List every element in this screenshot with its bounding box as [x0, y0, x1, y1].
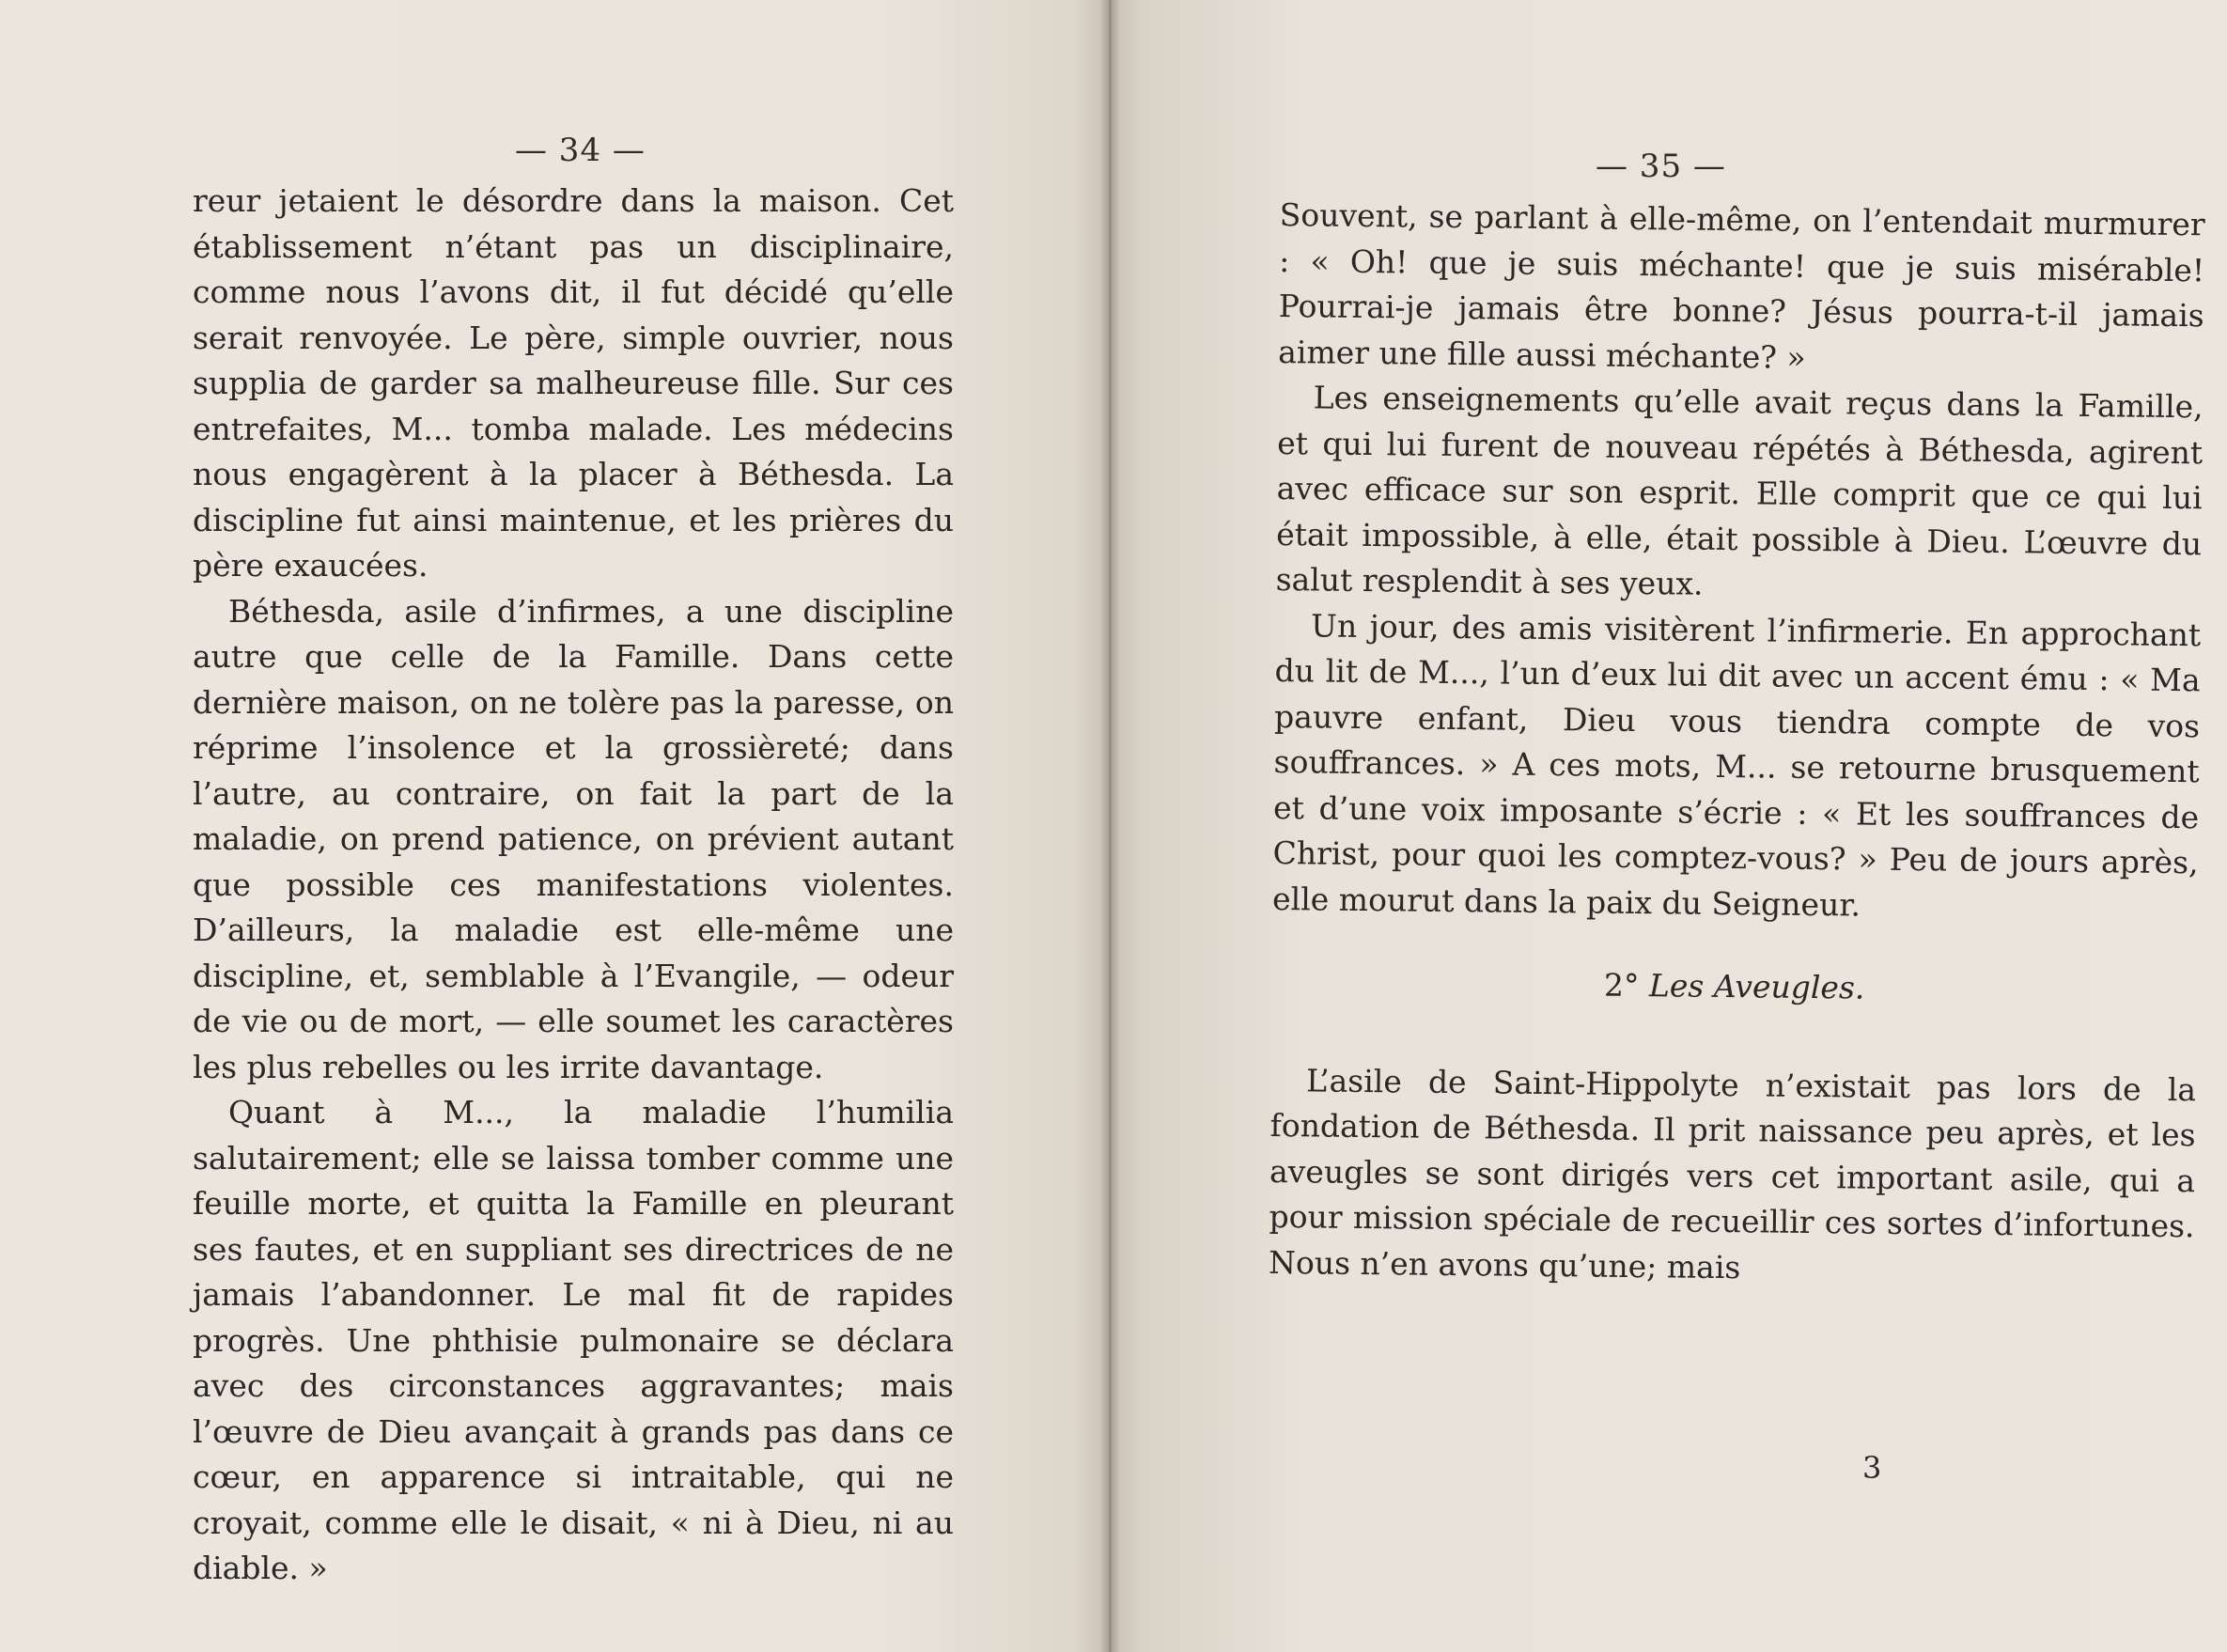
paragraph: L’asile de Saint-Hippolyte n’existait pas lors de la fondation de Béthesda. Il prit naissance peu après, et les aveugles se sont dirigés vers cet important asile, qui a pour mission spéciale de recueillir ces sortes d’infortunes. Nous n’en avons qu’une; mais [1268, 1061, 2197, 1286]
paragraph: Un jour, des amis visitèrent l’infirmerie. En approchant du lit de M..., l’un d’eux lui dit avec un accent ému : « Ma pauvre enfant, Dieu vous tiendra compte de vos souffrances. » A ces mots, M... se retourne brusquement et d’une voix imposante s’écrie : « Et les souffrances de Christ, pour quoi les comptez-vous? » Peu de jours après, elle mourut dans la paix du Seigneur. [1271, 606, 2202, 924]
left-page [0, 0, 1109, 1652]
right-page-text [1269, 193, 2205, 1295]
section-number: 2° [1603, 966, 1640, 1005]
paragraph: Quant à M..., la maladie l’humilia salutairement; elle se laissa tomber comme une feuille morte, et quitta la Famille en pleurant ses fautes, et en suppliant ses directrices de ne jamais l’abandonner. Le mal fit de rapides progrès. Une phthisie pulmonaire se déclara avec des circonstances aggravantes; mais l’œuvre de Dieu avançait à grands pas dans ce cœur, en apparence si intraitable, qui ne croyait, comme elle le disait, « ni à Dieu, ni au diable. » [193, 1094, 954, 1586]
book-gutter [1099, 0, 1120, 1652]
signature-mark: 3 [1862, 1450, 1882, 1486]
paragraph: Béthesda, asile d’infirmes, a une discipline autre que celle de la Famille. Dans cette dernière maison, on ne tolère pas la paresse, on réprime l’insolence et la grossièreté; dans l’autre, au contraire, on fait la part de la maladie, on prend patience, on prévient autant que possible ces manifestations violentes. D’ailleurs, la maladie est elle-même une discipline, et, semblable à l’Evangile, — odeur de vie ou de mort, — elle soumet les caractères les plus rebelles ou les irrite davantage. [193, 592, 954, 1085]
paragraph: Souvent, se parlant à elle-même, on l’entendait murmurer : « Oh! que je suis méchante! que je suis misérable! Pourrai-je jamais être bonne? Jésus pourra-t-il jamais aimer une fille aussi méchante? » [1278, 195, 2205, 376]
section-heading [1271, 959, 2197, 1015]
page-number-right: — 35 — [1596, 148, 1726, 185]
right-page [1109, 0, 2227, 1652]
section-title: Les Aveugles. [1648, 967, 1865, 1006]
paragraph: Les enseignements qu’elle avait reçus dans la Famille, et qui lui furent de nouveau répétés à Béthesda, agirent avec efficace sur son esprit. Elle comprit que ce qui lui était impossible, à elle, était possible à Dieu. L’œuvre du salut resplendit à ses yeux. [1275, 379, 2204, 602]
paragraph: reur jetaient le désordre dans la maison. Cet établissement n’étant pas un disciplinaire, comme nous l’avons dit, il fut décidé qu’elle serait renvoyée. Le père, simple ouvrier, nous supplia de garder sa malheureuse fille. Sur ces entrefaites, M... tomba malade. Les médecins nous engagèrent à la placer à Béthesda. La discipline fut ainsi maintenue, et les prières du père exaucées. [193, 182, 954, 584]
left-page-text [193, 179, 954, 1592]
page-number-left: — 34 — [515, 132, 646, 169]
